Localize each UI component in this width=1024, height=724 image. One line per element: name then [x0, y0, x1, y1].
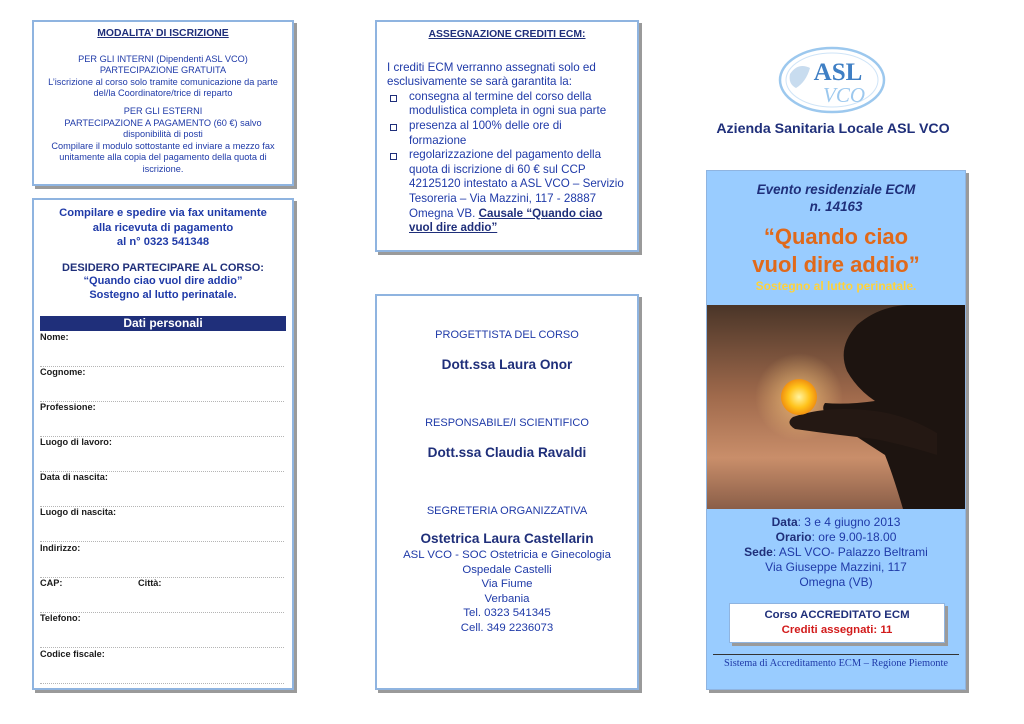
accreditamento-box: Corso ACCREDITATO ECM Crediti assegnati: 11: [729, 603, 945, 643]
fax-instructions: Compilare e spedire via fax unitamente alla ricevuta di pagamento al n° 0323 541348: [40, 206, 286, 250]
responsabile-name: Dott.ssa Claudia Ravaldi: [427, 445, 587, 460]
svg-text:VCO: VCO: [823, 83, 865, 107]
dettagli-evento: Data: 3 e 4 giugno 2013 Orario: ore 9.00-18.00 Sede: ASL VCO- Palazzo Beltrami Via Giuseppe Mazzini, 117 Omegna (VB): [744, 515, 928, 589]
course-subtitle: Sostegno al lutto perinatale.: [755, 279, 917, 293]
evento-title: Evento residenziale ECM n. 14163: [707, 181, 965, 215]
esterni-line-3: disponibilità di posti: [123, 129, 203, 140]
ecm-intro-2: esclusivamente se sarà garantita la:: [387, 75, 572, 89]
list-item: regolarizzazione del pagamento della quota di iscrizione di 60 € sul CCP 42125120 intestato a ASL VCO – Servizio Tesoreria – Via Mazzini, 117 - 28887 Omegna VB. Causale “Quando ciao vuol dire addio”: [387, 148, 627, 236]
ecm-conditions-list: [387, 90, 627, 236]
data-nascita-field[interactable]: [40, 472, 284, 507]
luogo-nascita-label: Luogo di nascita:: [40, 507, 117, 517]
luogo-lavoro-field[interactable]: [40, 437, 284, 472]
codice-fiscale-label: Codice fiscale:: [40, 649, 105, 659]
ecm-title: ASSEGNAZIONE CREDITI ECM:: [428, 29, 586, 40]
modalita-panel: [32, 20, 294, 186]
indirizzo-field[interactable]: [40, 543, 284, 578]
cellulare-segreteria: Cell. 349 2236073: [460, 621, 554, 634]
evento-number: n. 14163: [809, 199, 863, 214]
cap-citta-field[interactable]: [40, 578, 284, 613]
cognome-field[interactable]: [40, 367, 284, 402]
list-item: presenza al 100% delle ore di formazione: [387, 119, 627, 148]
registration-form-panel: [32, 198, 294, 690]
orario-evento: : ore 9.00-18.00: [811, 530, 897, 544]
fax-number: al n° 0323 541348: [116, 236, 210, 248]
crediti-assegnati: Crediti assegnati: 11: [781, 624, 893, 636]
luogo-nascita-field[interactable]: [40, 507, 284, 542]
cap-label: CAP:: [40, 578, 63, 588]
luogo-lavoro-label: Luogo di lavoro:: [40, 437, 112, 447]
data-nascita-label: Data di nascita:: [40, 472, 108, 482]
interni-line-2: PARTECIPAZIONE GRATUITA: [99, 65, 227, 76]
professione-field[interactable]: [40, 402, 284, 437]
azienda-heading: Azienda Sanitaria Locale ASL VCO: [716, 121, 950, 137]
telefono-field[interactable]: [40, 613, 284, 648]
asl-vco-logo: [776, 44, 888, 116]
list-item: consegna al termine del corso della modulistica completa in ogni sua parte: [387, 90, 627, 119]
sede-evento: : ASL VCO- Palazzo Beltrami: [772, 545, 928, 559]
data-evento: : 3 e 4 giugno 2013: [797, 515, 901, 529]
citta-label: Città:: [138, 578, 162, 588]
esterni-line-4: Compilare il modulo sottostante ed inviare a mezzo fax: [51, 140, 275, 151]
nome-field[interactable]: [40, 332, 284, 367]
progettista-name: Dott.ssa Laura Onor: [441, 357, 573, 372]
telefono-label: Telefono:: [40, 613, 81, 623]
interni-line-4: del/la Coordinatore/trice di reparto: [93, 88, 233, 99]
segreteria-name: Ostetrica Laura Castellarin: [420, 531, 594, 546]
svg-text:ASL: ASL: [813, 59, 863, 86]
sistema-accreditamento-footer: Sistema di Accreditamento ECM – Regione Piemonte: [713, 654, 959, 669]
indirizzo-label: Indirizzo:: [40, 543, 81, 553]
sunset-photo: [707, 305, 965, 509]
organizzazione-panel: PROGETTISTA DEL CORSO Dott.ssa Laura Onor RESPONSABILE/I SCIENTIFICO Dott.ssa Claudia Ravaldi SEGRETERIA ORGANIZZATIVA Ostetrica Laura Castellarin ASL VCO - SOC Ostetricia e Ginecologia Ospedale Castelli Via Fiume Verbania Tel. 0323 541345 Cell. 349 2236073: [375, 294, 639, 690]
responsabile-role: RESPONSABILE/I SCIENTIFICO: [425, 417, 589, 429]
desidero-block: DESIDERO PARTECIPARE AL CORSO: “Quando ciao vuol dire addio” Sostegno al lutto perinatale.: [62, 261, 264, 301]
esterni-line-5: unitamente alla copia del pagamento della quota di: [59, 152, 267, 163]
evento-panel: [706, 170, 966, 690]
esterni-line-2: PARTECIPAZIONE A PAGAMENTO (60 €) salvo: [64, 117, 262, 128]
cognome-label: Cognome:: [40, 367, 86, 377]
assegnazione-crediti-panel: [375, 20, 639, 252]
telefono-segreteria: Tel. 0323 541345: [463, 607, 551, 620]
nome-label: Nome:: [40, 332, 69, 342]
segreteria-role: SEGRETERIA ORGANIZZATIVA: [426, 505, 588, 517]
interni-line-3: L’iscrizione al corso solo tramite comunicazione da parte: [48, 76, 278, 87]
modalita-title: MODALITA’ DI ISCRIZIONE: [97, 28, 229, 39]
ecm-intro-1: I crediti ECM verranno assegnati solo ed: [387, 60, 596, 74]
professione-label: Professione:: [40, 402, 96, 412]
interni-line-1: PER GLI INTERNI (Dipendenti ASL VCO): [78, 53, 248, 64]
dati-personali-header: Dati personali: [40, 316, 286, 331]
esterni-line-1: PER GLI ESTERNI: [123, 105, 203, 116]
codice-fiscale-field[interactable]: [40, 649, 284, 684]
course-title: “Quando ciao vuol dire addio”: [752, 224, 920, 277]
causale-text: Causale “Quando ciao: [478, 206, 603, 220]
esterni-line-6: iscrizione.: [142, 163, 184, 174]
progettista-role: PROGETTISTA DEL CORSO: [435, 329, 579, 341]
